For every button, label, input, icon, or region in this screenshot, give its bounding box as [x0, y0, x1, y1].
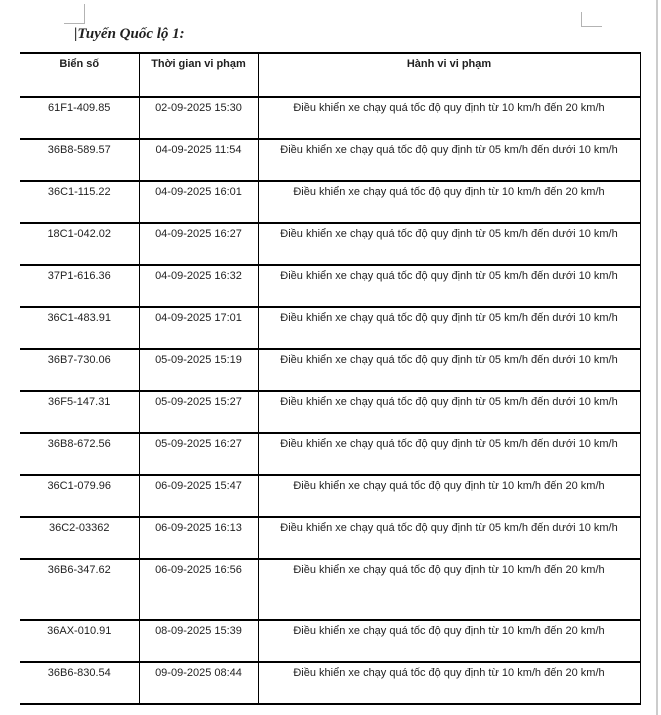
- page-edge-line: [656, 0, 658, 715]
- table-row: [20, 307, 640, 349]
- margin-corner-mark-top-right: [581, 12, 602, 27]
- table-row: [20, 620, 640, 662]
- plate-cell: 18C1-042.02: [20, 223, 139, 265]
- table-row: [20, 559, 640, 620]
- table-header: [20, 53, 640, 97]
- violations-table: [20, 52, 641, 705]
- time-cell: 05-09-2025 16:27: [139, 433, 258, 475]
- table-row: [20, 349, 640, 391]
- table-row: [20, 391, 640, 433]
- plate-cell: 37P1-616.36: [20, 265, 139, 307]
- time-cell: 05-09-2025 15:27: [139, 391, 258, 433]
- plate-cell: 36B6-830.54: [20, 662, 139, 704]
- violation-cell: Điều khiển xe chạy quá tốc độ quy định từ 05 km/h đến dưới 10 km/h: [258, 139, 640, 181]
- table-row: [20, 433, 640, 475]
- violation-cell: Điều khiển xe chạy quá tốc độ quy định từ 05 km/h đến dưới 10 km/h: [258, 307, 640, 349]
- table-row: [20, 265, 640, 307]
- section-title: [74, 26, 185, 43]
- violation-cell: Điều khiển xe chạy quá tốc độ quy định từ 10 km/h đến 20 km/h: [258, 620, 640, 662]
- violation-cell: Điều khiển xe chạy quá tốc độ quy định từ 10 km/h đến 20 km/h: [258, 662, 640, 704]
- plate-cell: 36B8-672.56: [20, 433, 139, 475]
- plate-cell: 36B6-347.62: [20, 559, 139, 620]
- violation-cell: Điều khiển xe chạy quá tốc độ quy định từ 05 km/h đến dưới 10 km/h: [258, 517, 640, 559]
- plate-cell: 36C1-079.96: [20, 475, 139, 517]
- violation-cell: Điều khiển xe chạy quá tốc độ quy định từ 10 km/h đến 20 km/h: [258, 97, 640, 139]
- violation-cell: Điều khiển xe chạy quá tốc độ quy định từ 05 km/h đến dưới 10 km/h: [258, 349, 640, 391]
- table-row: [20, 517, 640, 559]
- plate-cell: 36F5-147.31: [20, 391, 139, 433]
- violation-cell: Điều khiển xe chạy quá tốc độ quy định từ 05 km/h đến dưới 10 km/h: [258, 265, 640, 307]
- header-plate: Biển số: [20, 53, 139, 97]
- time-cell: 08-09-2025 15:39: [139, 620, 258, 662]
- plate-cell: 36B7-730.06: [20, 349, 139, 391]
- violation-cell: Điều khiển xe chạy quá tốc độ quy định từ 10 km/h đến 20 km/h: [258, 559, 640, 620]
- title-bar-mark: |: [74, 26, 78, 42]
- time-cell: 04-09-2025 16:32: [139, 265, 258, 307]
- header-violation: Hành vi vi phạm: [258, 53, 640, 97]
- time-cell: 04-09-2025 17:01: [139, 307, 258, 349]
- table-row: [20, 475, 640, 517]
- margin-corner-mark-top-left: [64, 4, 85, 24]
- table-row: [20, 97, 640, 139]
- time-cell: 04-09-2025 16:27: [139, 223, 258, 265]
- time-cell: 06-09-2025 15:47: [139, 475, 258, 517]
- plate-cell: 61F1-409.85: [20, 97, 139, 139]
- table-row: [20, 181, 640, 223]
- plate-cell: 36B8-589.57: [20, 139, 139, 181]
- time-cell: 04-09-2025 11:54: [139, 139, 258, 181]
- plate-cell: 36C1-483.91: [20, 307, 139, 349]
- plate-cell: 36AX-010.91: [20, 620, 139, 662]
- section-title-text: Tuyến Quốc lộ 1:: [77, 26, 185, 42]
- table-body: [20, 97, 640, 704]
- violation-cell: Điều khiển xe chạy quá tốc độ quy định từ 05 km/h đến dưới 10 km/h: [258, 433, 640, 475]
- violation-cell: Điều khiển xe chạy quá tốc độ quy định từ 05 km/h đến dưới 10 km/h: [258, 223, 640, 265]
- header-time: Thời gian vi phạm: [139, 53, 258, 97]
- table-row: [20, 223, 640, 265]
- time-cell: 06-09-2025 16:13: [139, 517, 258, 559]
- time-cell: 09-09-2025 08:44: [139, 662, 258, 704]
- violation-cell: Điều khiển xe chạy quá tốc độ quy định từ 10 km/h đến 20 km/h: [258, 475, 640, 517]
- plate-cell: 36C1-115.22: [20, 181, 139, 223]
- time-cell: 04-09-2025 16:01: [139, 181, 258, 223]
- time-cell: 02-09-2025 15:30: [139, 97, 258, 139]
- violation-cell: Điều khiển xe chạy quá tốc độ quy định từ 10 km/h đến 20 km/h: [258, 181, 640, 223]
- time-cell: 06-09-2025 16:56: [139, 559, 258, 620]
- violation-cell: Điều khiển xe chạy quá tốc độ quy định từ 05 km/h đến dưới 10 km/h: [258, 391, 640, 433]
- time-cell: 05-09-2025 15:19: [139, 349, 258, 391]
- plate-cell: 36C2-03362: [20, 517, 139, 559]
- table-row: [20, 139, 640, 181]
- table-row: [20, 662, 640, 704]
- header-row: [20, 53, 640, 97]
